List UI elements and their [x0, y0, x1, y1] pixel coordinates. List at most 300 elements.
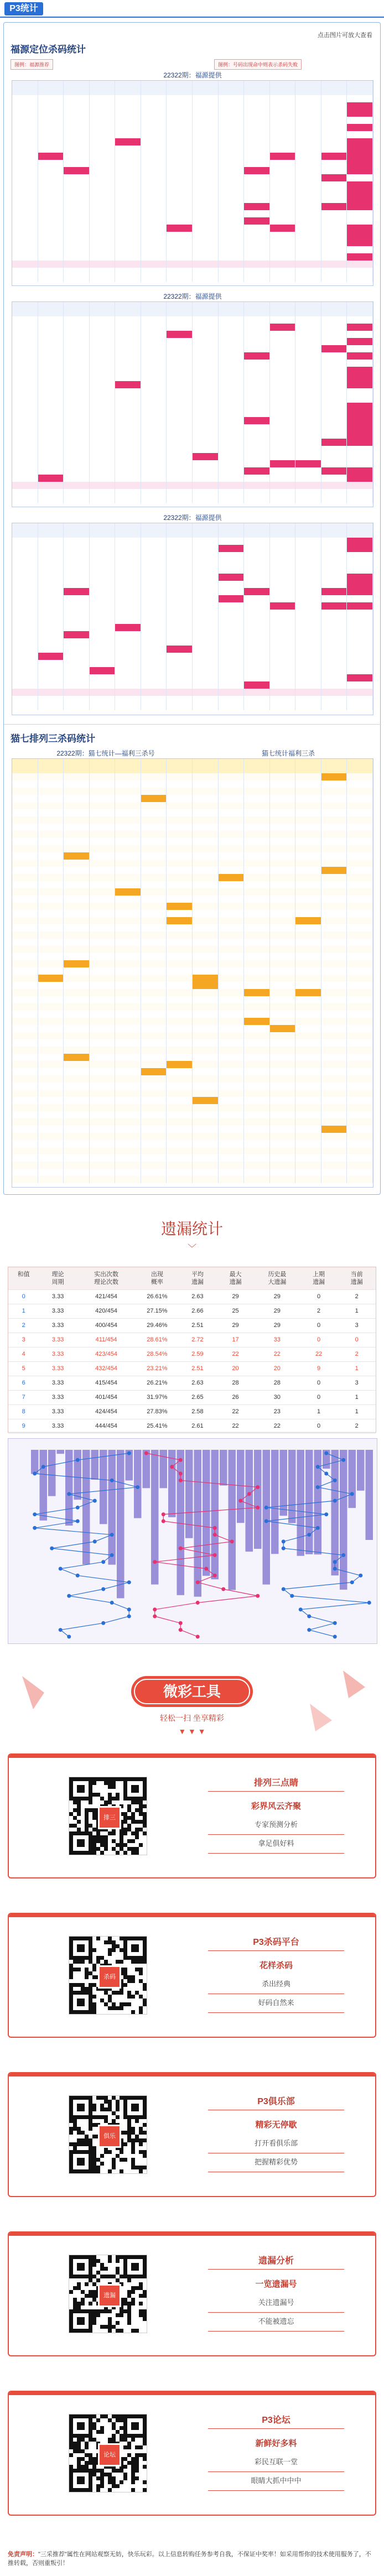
missing-table — [8, 1267, 376, 1433]
grid-cell — [90, 331, 116, 338]
grid-cell — [141, 316, 167, 324]
grid-cell — [244, 545, 270, 552]
grid-cell — [64, 189, 90, 196]
grid-cell — [219, 239, 245, 246]
grid-cell — [38, 1154, 64, 1162]
grid-cell — [193, 1104, 219, 1111]
trend-point — [213, 1533, 217, 1537]
grid-cell — [244, 888, 270, 896]
qr-module — [123, 1983, 127, 1987]
grid-cell — [38, 773, 64, 780]
qr-module — [143, 2313, 147, 2317]
qr-module — [89, 1800, 92, 1804]
qr-module — [135, 2461, 139, 2465]
grid-cell — [141, 1039, 167, 1047]
grid-cell — [167, 453, 193, 460]
grid-cell — [347, 138, 373, 145]
grid-cell — [115, 809, 141, 816]
grid-cell — [12, 1090, 38, 1097]
qr-module — [104, 1847, 108, 1851]
grid-header-row — [12, 81, 373, 95]
grid-header-cell — [167, 302, 193, 316]
grid-cell — [38, 610, 64, 617]
qr-module — [100, 2430, 104, 2434]
wx-card-tag: 杀出经典 — [261, 1980, 290, 1988]
qr-module — [139, 2282, 143, 2286]
qr-module — [96, 2484, 100, 2488]
grid-cell — [270, 845, 296, 852]
qr-module — [108, 2275, 112, 2278]
grid-cell — [295, 953, 321, 960]
qr-module — [123, 1820, 127, 1824]
grid-cell — [321, 910, 347, 917]
qr-module — [143, 2309, 147, 2313]
table-row — [12, 903, 373, 910]
grid-cell — [270, 1140, 296, 1147]
grid-cell — [193, 1140, 219, 1147]
grid-cell — [64, 1133, 90, 1140]
qr-module — [143, 2294, 147, 2298]
missing-cell: 2.63 — [191, 1293, 204, 1300]
table-row — [12, 160, 373, 167]
grid-cell — [38, 124, 64, 131]
table-row — [12, 881, 373, 888]
grid-cell — [38, 824, 64, 831]
qr-logo: 俱乐 — [98, 2125, 121, 2148]
grid-cell — [219, 896, 245, 903]
grid-cell — [347, 824, 373, 831]
qr-module — [96, 2430, 100, 2434]
grid-cell — [244, 795, 270, 802]
missing-header-cell: 最大 遗漏 — [229, 1271, 242, 1286]
grid-cell — [193, 1154, 219, 1162]
trend-point — [67, 1594, 71, 1598]
grid-cell — [115, 788, 141, 795]
grid-cell — [38, 1061, 64, 1068]
qr-module — [89, 2138, 92, 2142]
grid-cell — [64, 816, 90, 824]
grid-cell — [12, 946, 38, 953]
grid-cell — [38, 1118, 64, 1126]
grid-cell — [219, 588, 245, 595]
grid-cell — [219, 1011, 245, 1018]
grid-cell — [141, 903, 167, 910]
qr-module — [89, 2294, 92, 2298]
grid-cell — [167, 588, 193, 595]
grid-cell — [219, 1140, 245, 1147]
table-row — [12, 653, 373, 660]
grid-cell — [295, 1083, 321, 1090]
grid-cell — [321, 881, 347, 888]
grid-cell — [64, 982, 90, 989]
grid-cell — [64, 388, 90, 395]
grid-cell — [167, 217, 193, 225]
qr-module — [120, 2480, 123, 2484]
tab-p3-stats[interactable]: P3统计 — [4, 2, 43, 15]
grid-cell — [321, 1054, 347, 1061]
grid-cell — [193, 602, 219, 610]
grid-cell — [115, 117, 141, 124]
grid-header-cell — [219, 81, 245, 95]
grid-cell — [347, 975, 373, 982]
qr-module — [104, 1781, 108, 1785]
grid-cell — [115, 896, 141, 903]
grid-cell — [219, 1090, 245, 1097]
qr-module — [120, 2150, 123, 2154]
grid-cell — [64, 446, 90, 453]
grid-cell — [12, 595, 38, 602]
qr-module — [100, 2309, 104, 2313]
grid-cell — [347, 324, 373, 331]
qr-code-icon[interactable] — [69, 2255, 147, 2333]
grid-cell — [347, 967, 373, 975]
qr-module — [81, 1987, 85, 1991]
qr-module — [120, 1937, 123, 1940]
grid-cell — [270, 181, 296, 189]
qr-module — [131, 2131, 135, 2135]
missing-cell: 27.83% — [147, 1408, 168, 1415]
grid-cell — [321, 780, 347, 788]
grid-cell — [244, 581, 270, 588]
grid-cell — [12, 845, 38, 852]
table-row — [12, 831, 373, 838]
grid-cell — [141, 1061, 167, 1068]
grid-cell — [167, 1162, 193, 1169]
grid-cell — [295, 489, 321, 496]
grid-cell — [64, 1018, 90, 1025]
qr-module — [108, 2473, 112, 2476]
qr-module — [123, 1975, 127, 1979]
grid-cell — [115, 210, 141, 217]
qr-module — [92, 1968, 96, 1971]
cat-period: 22322期：猫七统计—福利三杀号 — [56, 750, 155, 757]
grid-cell — [12, 896, 38, 903]
grid-cell — [90, 395, 116, 403]
grid-cell — [295, 852, 321, 860]
qr-module — [108, 1831, 112, 1835]
grid-header-cell — [167, 759, 193, 773]
grid-cell — [193, 489, 219, 496]
qr-module — [92, 2259, 96, 2263]
grid-cell — [219, 780, 245, 788]
grid-cell — [193, 1011, 219, 1018]
grid-cell — [38, 275, 64, 282]
grid-cell — [295, 232, 321, 239]
trend-bar — [48, 1450, 56, 1496]
qr-module — [100, 1843, 104, 1847]
grid-cell — [12, 552, 38, 559]
qr-module — [92, 1777, 96, 1781]
qr-module — [85, 1975, 89, 1979]
qr-module — [112, 1777, 116, 1781]
qr-module — [120, 2158, 123, 2162]
grid-cell — [141, 102, 167, 110]
grid-cell — [38, 453, 64, 460]
grid-cell — [347, 946, 373, 953]
qr-module — [104, 2267, 108, 2271]
grid-cell — [64, 324, 90, 331]
grid-cell — [115, 617, 141, 624]
qr-module — [104, 2414, 108, 2418]
grid-cell — [115, 388, 141, 395]
grid-cell — [115, 467, 141, 475]
grid-header-cell — [90, 302, 116, 316]
grid-cell — [141, 967, 167, 975]
grid-cell — [193, 795, 219, 802]
grid-cell — [90, 824, 116, 831]
qr-module — [120, 2313, 123, 2317]
qr-module — [96, 2115, 100, 2119]
qr-code-icon[interactable] — [69, 1777, 147, 1855]
trend-point — [93, 1539, 97, 1543]
grid-cell — [167, 545, 193, 552]
grid-cell — [141, 203, 167, 210]
qr-module — [143, 2131, 147, 2135]
grid-cell — [12, 975, 38, 982]
grid-header-cell — [12, 302, 38, 316]
qr-module — [96, 2313, 100, 2317]
qr-module — [120, 1948, 123, 1952]
qr-module — [123, 2457, 127, 2461]
grid-cell — [244, 225, 270, 232]
grid-cell — [244, 124, 270, 131]
grid-cell — [347, 910, 373, 917]
qr-module — [77, 2442, 81, 2445]
grid-cell — [347, 903, 373, 910]
qr-code-icon[interactable] — [69, 2095, 147, 2174]
qr-module — [92, 2162, 96, 2166]
grid-cell — [12, 225, 38, 232]
grid-cell — [295, 117, 321, 124]
grid-cell — [167, 1126, 193, 1133]
qr-module — [116, 1960, 120, 1964]
grid-cell — [141, 467, 167, 475]
grid-cell — [115, 1032, 141, 1039]
grid-cell — [38, 845, 64, 852]
grid-cell — [244, 1097, 270, 1104]
grid-cell — [90, 324, 116, 331]
table-row — [12, 424, 373, 431]
wx-card[interactable] — [8, 2072, 376, 2197]
grid-cell — [295, 1054, 321, 1061]
grid-cell — [347, 953, 373, 960]
grid-cell — [90, 1061, 116, 1068]
grid-cell — [193, 982, 219, 989]
grid-cell — [167, 131, 193, 138]
grid-cell — [347, 145, 373, 153]
grid-cell — [12, 809, 38, 816]
qr-module — [89, 2461, 92, 2465]
grid-cell — [12, 1176, 38, 1183]
qr-module — [135, 1835, 139, 1839]
grid-cell — [90, 946, 116, 953]
qr-module — [92, 2006, 96, 2010]
qr-module — [135, 2445, 139, 2449]
wx-card[interactable] — [8, 2231, 376, 2356]
grid-cell — [193, 268, 219, 275]
grid-cell — [12, 246, 38, 253]
qr-module — [85, 1987, 89, 1991]
grid-cell — [347, 881, 373, 888]
grid-cell — [167, 845, 193, 852]
grid-header-cell — [141, 759, 167, 773]
qr-module — [131, 2438, 135, 2442]
qr-module — [127, 2302, 131, 2306]
qr-finder — [69, 2309, 92, 2333]
qr-module — [92, 1843, 96, 1847]
grid-cell — [219, 203, 245, 210]
grid-cell — [64, 275, 90, 282]
grid-cell — [295, 417, 321, 424]
grid-cell — [219, 225, 245, 232]
trend-point — [179, 1628, 183, 1632]
trend-bar — [246, 1450, 253, 1552]
grid-cell — [347, 802, 373, 809]
grid-cell — [193, 331, 219, 338]
grid-cell — [244, 1111, 270, 1118]
qr-module — [89, 2123, 92, 2127]
grid-cell — [270, 931, 296, 939]
grid-cell — [38, 931, 64, 939]
grid-cell — [244, 809, 270, 816]
qr-module — [96, 2259, 100, 2263]
qr-module — [143, 2138, 147, 2142]
wx-card[interactable] — [8, 2391, 376, 2516]
grid-cell — [167, 167, 193, 174]
grid-cell — [90, 232, 116, 239]
grid-cell — [270, 1118, 296, 1126]
grid-cell — [193, 410, 219, 417]
grid-cell — [347, 552, 373, 559]
grid-cell — [347, 275, 373, 282]
qr-module — [92, 2473, 96, 2476]
grid-cell — [244, 595, 270, 602]
grid-cell — [38, 131, 64, 138]
grid-cell — [244, 174, 270, 181]
grid-cell — [12, 788, 38, 795]
grid-cell — [193, 660, 219, 667]
grid-cell — [64, 482, 90, 489]
grid-cell — [321, 838, 347, 845]
grid-cell — [270, 1018, 296, 1025]
grid-cell — [321, 867, 347, 874]
grid-cell — [64, 975, 90, 982]
grid-cell — [90, 996, 116, 1003]
grid-cell — [12, 545, 38, 552]
grid-cell — [12, 1061, 38, 1068]
qr-module — [108, 1995, 112, 1999]
grid-cell — [115, 261, 141, 268]
qr-module — [108, 1781, 112, 1785]
grid-cell — [295, 874, 321, 881]
qr-module — [123, 1831, 127, 1835]
qr-module — [73, 1816, 77, 1820]
qr-module — [96, 2158, 100, 2162]
grid-cell — [219, 331, 245, 338]
grid-cell — [167, 475, 193, 482]
grid-cell — [167, 381, 193, 388]
qr-module — [143, 1983, 147, 1987]
grid-cell — [38, 1011, 64, 1018]
grid-cell — [38, 110, 64, 117]
qr-module — [85, 1824, 89, 1828]
grid-cell — [167, 417, 193, 424]
grid-cell — [167, 1039, 193, 1047]
grid-cell — [167, 196, 193, 203]
grid-cell — [12, 566, 38, 574]
qr-module — [85, 2461, 89, 2465]
trend-point — [59, 1628, 63, 1632]
qr-module — [139, 1820, 143, 1824]
grid-cell — [219, 824, 245, 831]
qr-module — [92, 2263, 96, 2267]
table-row — [12, 1154, 373, 1162]
grid-cell — [270, 1126, 296, 1133]
qr-module — [116, 2115, 120, 2119]
grid-cell — [347, 602, 373, 610]
grid-cell — [295, 831, 321, 838]
missing-cell: 2.66 — [191, 1308, 204, 1314]
grid-cell — [244, 696, 270, 703]
missing-cell: 3.33 — [51, 1336, 64, 1343]
grid-cell — [321, 1097, 347, 1104]
grid-cell — [244, 102, 270, 110]
qr-module — [135, 2465, 139, 2469]
grid-cell — [115, 1018, 141, 1025]
wx-card[interactable] — [8, 1913, 376, 2038]
qr-code-icon[interactable] — [69, 1936, 147, 2015]
grid-cell — [115, 203, 141, 210]
missing-cell: 22 — [273, 1351, 281, 1357]
grid-cell — [321, 602, 347, 610]
qr-module — [96, 1777, 100, 1781]
grid-cell — [347, 316, 373, 324]
grid-cell — [270, 246, 296, 253]
grid-cell — [141, 1032, 167, 1039]
missing-cell: 33 — [273, 1336, 281, 1343]
disclaimer-lead: 免责声明： — [8, 2551, 38, 2558]
grid-cell — [12, 802, 38, 809]
grid-cell — [219, 475, 245, 482]
grid-cell — [295, 338, 321, 345]
grid-cell — [321, 138, 347, 145]
grid-cell — [295, 617, 321, 624]
wx-card[interactable] — [8, 1753, 376, 1878]
missing-cell: 0 — [317, 1380, 321, 1386]
grid-header-cell — [141, 523, 167, 538]
grid-cell — [64, 946, 90, 953]
qr-module — [104, 1839, 108, 1843]
grid-cell — [115, 160, 141, 167]
table-row — [12, 610, 373, 617]
grid-cell — [64, 367, 90, 374]
grid-cell — [167, 203, 193, 210]
grid-cell — [193, 703, 219, 710]
grid-cell — [321, 595, 347, 602]
grid-cell — [219, 931, 245, 939]
grid-cell — [244, 345, 270, 352]
grid-cell — [270, 610, 296, 617]
qr-module — [127, 1804, 131, 1808]
grid-cell — [115, 403, 141, 410]
grid-cell — [167, 189, 193, 196]
trend-bar — [237, 1450, 245, 1523]
grid-cell — [244, 446, 270, 453]
table-row — [12, 145, 373, 153]
qr-module — [112, 2325, 116, 2329]
grid-cell — [347, 610, 373, 617]
qr-code-icon[interactable] — [69, 2414, 147, 2492]
